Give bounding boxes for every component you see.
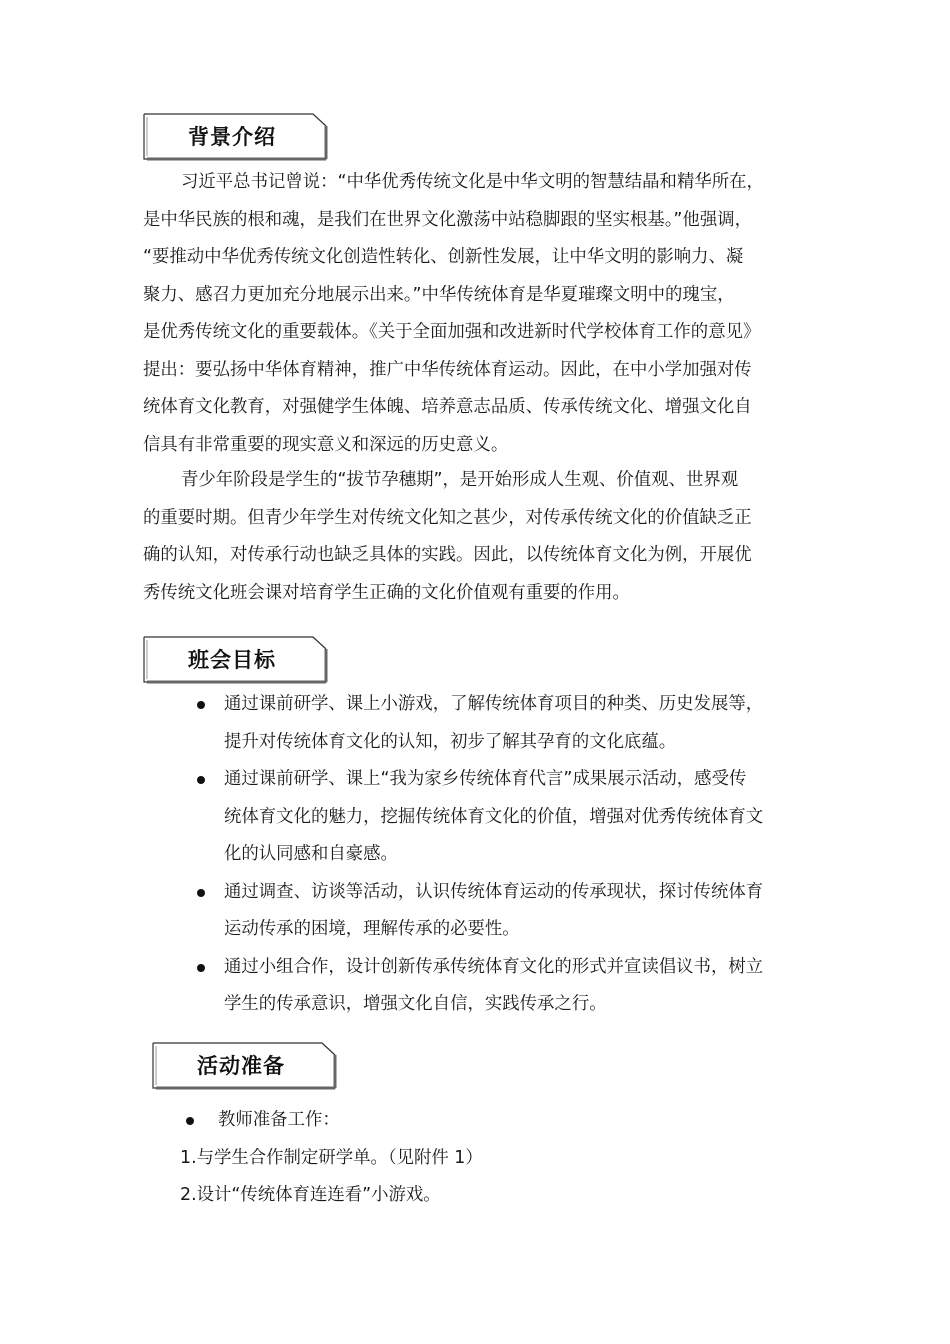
text-line: 统体育文化的魅力，挖掘传统体育文化的价值，增强对优秀传统体育文	[224, 806, 764, 827]
text-line: 确的认知，对传承行动也缺乏具体的实践。因此，以传统体育文化为例，开展优	[143, 545, 752, 565]
text-line: 提升对传统体育文化的认知，初步了解其孕育的文化底蕴。	[224, 731, 677, 752]
step-item: 2.设计“传统体育连连看”小游戏。	[180, 1185, 441, 1205]
text-line: 通过课前研学、课上“我为家乡传统体育代言”成果展示活动，感受传	[224, 769, 747, 789]
goals-list	[190, 686, 830, 1024]
background-paragraph-2	[143, 462, 833, 612]
text-line: 统体育文化教育，对强健学生体魄、培养意志品质、传承传统文化、增强文化自	[143, 397, 752, 417]
text-line: 提出：要弘扬中华体育精神，推广中华传统体育运动。因此，在中小学加强对传	[143, 359, 752, 380]
text-line: 通过课前研学、课上小游戏，了解传统体育项目的种类、历史发展等，	[224, 694, 764, 714]
text-line: 学生的传承意识，增强文化自信，实践传承之行。	[224, 994, 607, 1014]
bullet-icon	[186, 1117, 194, 1125]
text-line: 是中华民族的根和魂，是我们在世界文化激荡中站稳脚跟的坚实根基。”他强调，	[143, 209, 752, 230]
text-line: 青少年阶段是学生的“拔节孕穗期”，是开始形成人生观、价值观、世界观	[181, 470, 739, 490]
text-line: 是优秀传统文化的重要载体。《关于全面加强和改进新时代学校体育工作的意见》	[143, 322, 761, 342]
text-line: 通过小组合作，设计创新传承传统体育文化的形式并宣读倡议书，树立	[224, 956, 764, 977]
list-item	[190, 686, 830, 761]
section-title: 活动准备	[197, 1054, 285, 1078]
text-line: 通过调查、访谈等活动，认识传统体育运动的传承现状，探讨传统体育	[224, 881, 764, 902]
text-line: 秀传统文化班会课对培育学生正确的文化价值观有重要的作用。	[143, 582, 630, 603]
bullet-icon	[197, 776, 205, 784]
bullet-icon	[197, 701, 205, 709]
bullet-icon	[197, 964, 205, 972]
background-paragraph-1	[143, 164, 833, 464]
preparation-list	[180, 1102, 820, 1215]
text-line: 习近平总书记曾说：“中华优秀传统文化是中华文明的智慧结晶和精华所在，	[181, 172, 764, 192]
text-line: 教师准备工作：	[218, 1110, 340, 1130]
text-line: 聚力、感召力更加充分地展示出来。”中华传统体育是华夏璀璨文明中的瑰宝，	[143, 284, 735, 305]
text-line: “要推动中华优秀传统文化创造性转化、创新性发展，让中华文明的影响力、凝	[143, 247, 744, 267]
section-title: 背景介绍	[188, 125, 276, 149]
list-item	[190, 874, 830, 949]
section-heading-preparation	[152, 1042, 342, 1090]
section-heading-goals	[143, 636, 333, 684]
text-line: 的重要时期。但青少年学生对传统文化知之甚少，对传承传统文化的价值缺乏正	[143, 507, 752, 528]
list-item	[190, 949, 830, 1024]
text-line: 信具有非常重要的现实意义和深远的历史意义。	[143, 434, 509, 455]
text-line: 化的认同感和自豪感。	[224, 844, 398, 864]
section-title: 班会目标	[188, 648, 276, 672]
text-line: 运动传承的困境，理解传承的必要性。	[224, 919, 520, 939]
step-item: 1.与学生合作制定研学单。（见附件 1）	[180, 1147, 483, 1168]
list-item	[190, 761, 830, 874]
bullet-icon	[197, 889, 205, 897]
list-item	[180, 1102, 820, 1140]
section-heading-background	[143, 113, 333, 161]
